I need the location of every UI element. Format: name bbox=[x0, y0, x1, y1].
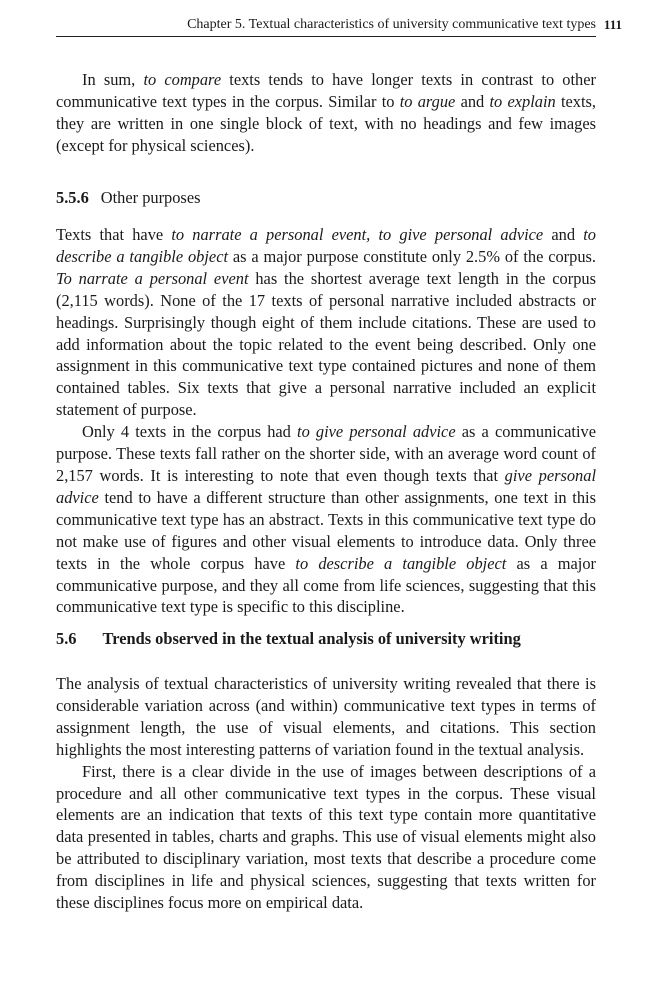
text-run: texts, they are written in one single block of text, with no headings and few images (except for physical sciences). bbox=[56, 91, 596, 155]
emphasis: to describe a tangible object bbox=[295, 553, 507, 573]
text-run: as a major communicative purpose, and they all come from life sciences, suggesting that this communicative text type is specific to this discipline. bbox=[56, 553, 596, 617]
paragraph-trends bbox=[56, 673, 596, 914]
emphasis: to give personal advice bbox=[297, 422, 456, 442]
text-run: has the shortest average text length in the corpus (2,115 words). None of the 17 texts of personal narrative included abstracts or headings. Surprisingly though eight of them include citations. These are used to add information about the topic related to the event being described. Only one assignment in this communicative text type contained pictures and none of them contained tables. Six texts that give a personal narrative included an explicit statement of purpose. bbox=[56, 268, 596, 420]
section-heading bbox=[56, 628, 596, 650]
section-number: 5.6 bbox=[56, 629, 77, 648]
paragraph-trends-first: First, there is a clear divide in the use of images between descriptions of a procedure and all other communicative text types in the corpus. These visual elements are an indication that texts of this text type contain more quantitative data presented in tables, charts and graphs. This use of visual elements might also be attributed to disciplinary variation, most texts that describe a procedure come from disciplines in life and physical sciences, suggesting that texts written for these disciplines focus more on empirical data. bbox=[56, 761, 596, 913]
section-title: Trends observed in the textual analysis of university writing bbox=[102, 629, 521, 648]
text-run: and bbox=[543, 225, 584, 244]
subsection-title: Other purposes bbox=[100, 188, 201, 207]
text-run: texts tends to have longer texts in contrast to other communicative text types in the corpus. Similar to bbox=[56, 70, 596, 111]
text-run: Texts that have bbox=[56, 225, 172, 244]
text-run: In sum, bbox=[82, 70, 144, 89]
subsection-number: 5.5.6 bbox=[56, 188, 89, 207]
page-number: 111 bbox=[603, 17, 622, 32]
paragraph-other-purposes bbox=[56, 224, 596, 618]
subsection-heading bbox=[56, 187, 596, 209]
text-run: and bbox=[455, 91, 490, 111]
emphasis: to argue bbox=[399, 91, 456, 111]
text-run: as a communicative purpose. These texts fall rather on the shorter side, with an average word count of 2,157 words. It is interesting to note that even though texts that bbox=[56, 422, 596, 485]
emphasis: to explain bbox=[489, 91, 556, 111]
text-run: Only 4 texts in the corpus had bbox=[82, 422, 298, 442]
emphasis: to narrate a personal event, to give personal advice bbox=[171, 225, 544, 244]
emphasis: To narrate a personal event bbox=[56, 268, 249, 288]
running-header bbox=[56, 14, 622, 37]
emphasis: to describe a tangible object bbox=[56, 225, 596, 266]
text-run: as a major purpose constitute only 2.5% of the corpus. bbox=[228, 246, 597, 266]
paragraph-trends-intro: The analysis of textual characteristics of university writing revealed that there is considerable variation across (and within) communicative text types in terms of assignment length, the use of visual elements, and citations. This section highlights the most interesting patterns of variation found in the textual analysis. bbox=[56, 674, 596, 759]
emphasis: give personal advice bbox=[56, 465, 596, 507]
emphasis: to compare bbox=[143, 70, 222, 89]
running-title: Chapter 5. Textual characteristics of university communicative text types bbox=[187, 17, 596, 32]
paragraph-summary bbox=[56, 69, 596, 157]
text-run: tend to have a different structure than other assignments, one text in this communicative text type has an abstract. Texts in this communicative text type do not make use of figures and other visual elements to introduce data. Only three texts in the whole corpus have bbox=[56, 487, 596, 573]
